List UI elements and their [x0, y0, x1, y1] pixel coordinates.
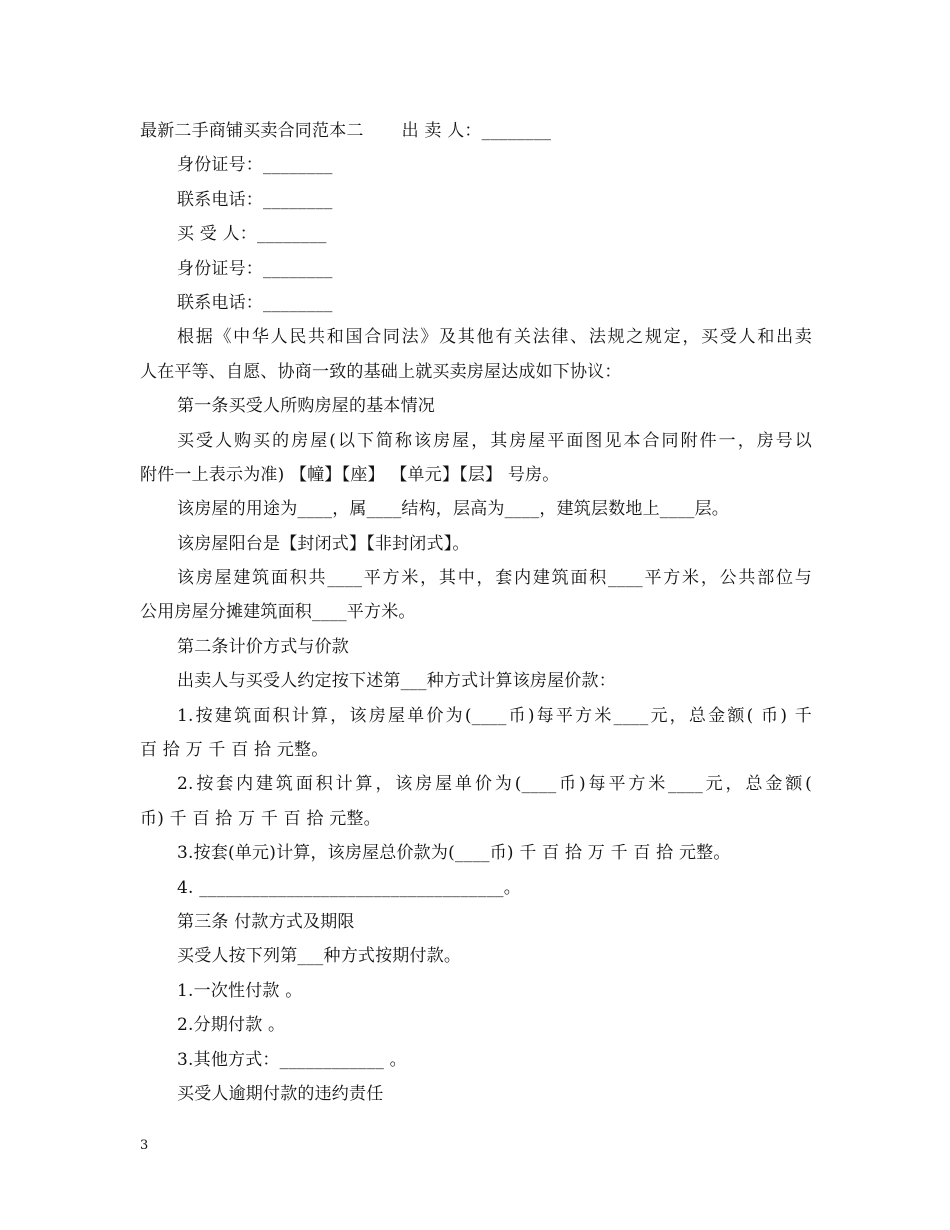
document-title: 最新二手商铺买卖合同范本二: [140, 121, 364, 141]
preamble-line-2: 人在平等、自愿、协商一致的基础上就买卖房屋达成如下协议：: [140, 361, 622, 382]
article-2-option-4: 4. ___________________________________。: [177, 877, 521, 898]
article-2-intro: 出卖人与买受人约定按下述第___种方式计算该房屋价款：: [177, 671, 616, 692]
article-2-option-1-line-2: 百 拾 万 千 百 拾 元整。: [140, 740, 329, 761]
article-1-area-line-1: 该房屋建筑面积共____平方米，其中，套内建筑面积____平方米，公共部位与: [177, 568, 812, 589]
article-1-balcony: 该房屋阳台是【封闭式】【非封闭式】。: [177, 533, 470, 554]
article-3-option-1: 1.一次性付款 。: [177, 980, 303, 1001]
document-body: [140, 114, 815, 1111]
article-3-option-3: 3.其他方式：____________ 。: [177, 1049, 407, 1070]
buyer-field: 买 受 人：________: [177, 224, 327, 245]
article-1-heading: 第一条买受人所购房屋的基本情况: [177, 396, 435, 417]
article-3-heading: 第三条 付款方式及期限: [177, 911, 355, 932]
article-3-option-2: 2.分期付款 。: [177, 1015, 286, 1036]
page-number: 3: [140, 1138, 149, 1153]
preamble-line-1: 根据《中华人民共和国合同法》及其他有关法律、法规之规定，买受人和出卖: [177, 327, 812, 348]
article-1-usage: 该房屋的用途为____，属____结构，层高为____，建筑层数地上____层。: [177, 499, 729, 520]
buyer-phone-field: 联系电话：________: [177, 292, 333, 313]
article-2-option-1-line-1: 1.按建筑面积计算，该房屋单价为(____币)每平方米____元，总金额( 币) 千: [177, 705, 812, 726]
article-1-line-2: 附件一上表示为准) 【幢】【座】 【单元】【层】 号房。: [140, 464, 560, 485]
seller-phone-field: 联系电话：________: [177, 189, 333, 210]
article-1-line-1: 买受人购买的房屋(以下简称该房屋，其房屋平面图见本合同附件一，房号以: [177, 430, 812, 451]
article-2-option-3: 3.按套(单元)计算，该房屋总价款为(____币) 千 百 拾 万 千 百 拾 元整。: [177, 843, 731, 864]
late-payment-heading: 买受人逾期付款的违约责任: [177, 1083, 384, 1104]
buyer-id-field: 身份证号：________: [177, 258, 333, 279]
article-2-option-2-line-2: 币) 千 百 拾 万 千 百 拾 元整。: [140, 808, 381, 829]
seller-field: 出 卖 人：________: [401, 121, 552, 141]
article-1-area-line-2: 公用房屋分摊建筑面积____平方米。: [140, 602, 416, 623]
article-2-heading: 第二条计价方式与价款: [177, 636, 349, 657]
article-3-intro: 买受人按下列第___种方式按期付款。: [177, 946, 462, 967]
title-line: [140, 114, 815, 148]
seller-id-field: 身份证号：________: [177, 155, 333, 176]
article-2-option-2-line-1: 2.按套内建筑面积计算，该房屋单价为(____币)每平方米____元，总金额(: [177, 774, 812, 795]
